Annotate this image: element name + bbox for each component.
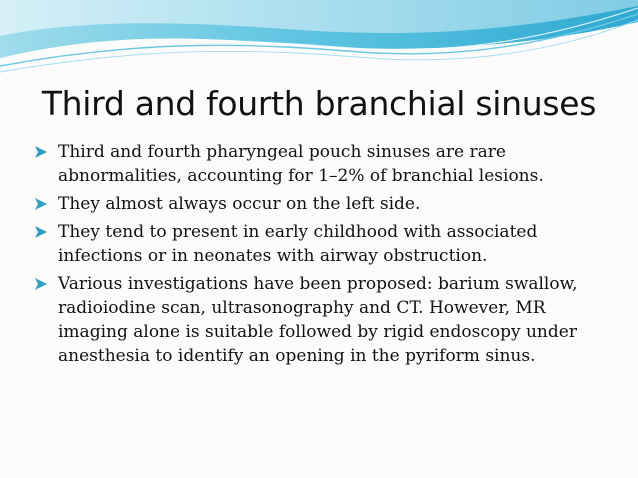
- arrow-bullet-icon: [34, 225, 48, 239]
- bullet-item: [34, 220, 614, 268]
- arrow-bullet-icon: [34, 197, 48, 211]
- header-wave-decoration: [0, 0, 638, 80]
- bullet-item: [34, 140, 614, 188]
- bullet-text: Various investigations have been proposed: barium swallow, radioiodine scan, ultrasonography and CT. However, MR imaging alone is suitable followed by rigid endoscopy under anesthesia to identify an opening in the pyriform sinus.: [58, 274, 578, 366]
- slide-title: Third and fourth branchial sinuses: [41, 84, 597, 123]
- bullet-text: Third and fourth pharyngeal pouch sinuses are rare abnormalities, accounting for 1–2% of branchial lesions.: [58, 142, 544, 186]
- bullet-text: They almost always occur on the left side.: [58, 194, 421, 214]
- bullet-list: [34, 140, 614, 372]
- bullet-item: [34, 272, 614, 368]
- bullet-item: [34, 192, 614, 216]
- bullet-text: They tend to present in early childhood with associated infections or in neonates with airway obstruction.: [58, 222, 538, 266]
- arrow-bullet-icon: [34, 145, 48, 159]
- arrow-bullet-icon: [34, 277, 48, 291]
